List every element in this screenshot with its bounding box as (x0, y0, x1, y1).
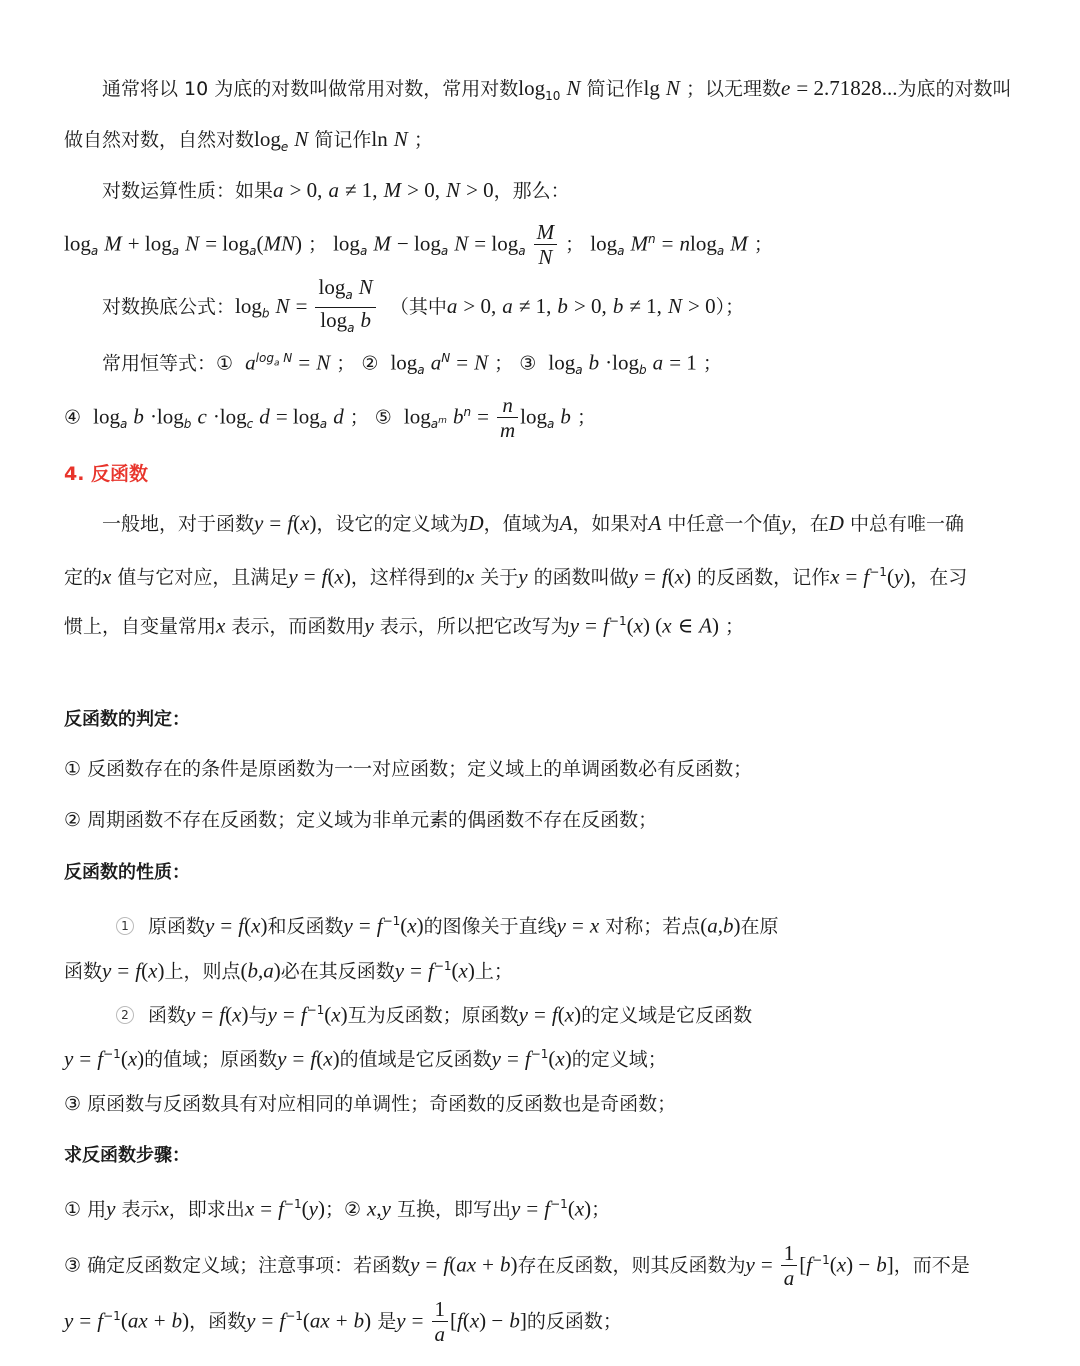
text: ； (413, 129, 433, 151)
text: 通常将以 10 为底的对数叫做常用对数，常用对数 (102, 78, 519, 100)
text: ③ (519, 352, 537, 375)
steps-line2: ③ 确定反函数定义域；注意事项：若函数y = f(ax + b)存在反函数，则其反函数为y = $\frac{1}{a}$ $[f^{-1}(x) - b]$，而不是 (64, 1241, 970, 1291)
nature-heading: 反函数的性质： (64, 862, 190, 883)
text: 在原 (740, 915, 779, 938)
text: 互换，即写出 (397, 1198, 512, 1221)
common-log-paragraph-line2: 做自然对数，自然对数$\log_e N$ 简记作ln N ； (64, 127, 433, 154)
text: 的函数叫做 (533, 566, 629, 589)
judge-item-2: ② 周期函数不存在反函数；定义域为非单元素的偶函数不存在反函数； (64, 809, 658, 831)
text: 的定义域是它反函数 (581, 1004, 753, 1027)
text: 的反函数； (526, 1310, 622, 1333)
text: 中总有唯一确 (849, 513, 964, 535)
text: 函数 (64, 960, 103, 983)
definition-line3: 惯上，自变量常用x 表示，而函数用y 表示，所以把它改写为$y = f^{-1}(x)$ (x ∈ A) ； (64, 613, 745, 638)
text: 简记作 (314, 129, 372, 151)
text: ，那么： (493, 180, 570, 202)
number-badge: 2 (116, 1006, 134, 1024)
nature-item-2-line1: 2 函数y = f(x)与$y = f^{-1}(x)$互为反函数；原函数y = f(x)的定义域是它反函数 (116, 996, 752, 1029)
text: ，在习 (910, 566, 968, 589)
text: 对数换底公式： (102, 295, 236, 318)
text: ，而不是 (893, 1254, 970, 1277)
judge-heading: 反函数的判定： (64, 709, 190, 730)
text: 惯上，自变量常用 (64, 615, 217, 638)
log-properties-formulas: $\log_a M + \log_a N = \log_a(MN)$ ； $\log_a M - \log_a N = \log_a$ $\frac{M}{N}$ ； $\log_a M^n = nlog_a$ M ； (64, 220, 773, 270)
text: 值与它对应，且满足 (117, 566, 289, 589)
text: 存在反函数，则其反函数为 (517, 1254, 746, 1277)
text: ，在 (790, 513, 829, 535)
text: ④ (64, 406, 82, 429)
text: 函数 (148, 1004, 187, 1027)
text: ① 用 (64, 1198, 107, 1221)
nature-item-3: ③ 原函数与反函数具有对应相同的单调性；奇函数的反函数也是奇函数； (64, 1093, 677, 1115)
text: 上，则点 (164, 960, 241, 983)
steps-line3: $y = f^{-1}(ax + b)$，函数$y = f^{-1}(ax + b)$ 是y = $\frac{1}{a}$ [f(x) − b]的反函数； (64, 1297, 622, 1347)
text: （其中 (389, 295, 447, 318)
text: 互为反函数；原函数 (347, 1004, 519, 1027)
log-properties-condition: 对数运算性质：如果a > 0, a ≠ 1, M > 0, N > 0，那么： (102, 178, 570, 202)
judge-item-1: ① 反函数存在的条件是原函数为一一对应函数；定义域上的单调函数必有反函数； (64, 758, 753, 780)
text: ，设它的定义域为 (316, 513, 469, 535)
text: 做自然对数，自然对数 (64, 129, 255, 151)
text: 定的 (64, 566, 103, 589)
text: 对数运算性质：如果 (102, 180, 274, 202)
text: 上； (474, 960, 513, 983)
definition-line2: 定的x 值与它对应，且满足y = f(x)，这样得到的x 关于y 的函数叫做y = f(x) 的反函数，记作$x = f^{-1}(y)$，在习 (64, 564, 968, 589)
text: 为底的对数叫 (897, 78, 1012, 100)
text: ① (216, 352, 234, 375)
nature-item-2-line2: $y = f^{-1}(x)$的值域；原函数y = f(x)的值域是它反函数$y = f^{-1}(x)$的定义域； (64, 1046, 667, 1071)
text: ⑤ (374, 406, 392, 429)
text: ③ 确定反函数定义域；注意事项：若函数 (64, 1254, 411, 1277)
text: 是 (377, 1310, 397, 1333)
text: 表示，所以把它改写为 (379, 615, 570, 638)
steps-line1: ① 用y 表示x，即求出$x = f^{-1}(y)$；② x,y 互换，即写出$y = f^{-1}(x)$； (64, 1196, 611, 1221)
common-identities-line1: 常用恒等式：① $a^{log_a N} = N$ ； ② $\log_a a^N = N$ ； ③ $\log_a b \cdot\log_b$ a = 1 ； (102, 350, 722, 378)
text: 关于 (480, 566, 519, 589)
text: ，即求出 (168, 1198, 245, 1221)
text: 的值域是它反函数 (339, 1048, 492, 1071)
text: ； (591, 1198, 611, 1221)
steps-heading: 求反函数步骤： (64, 1145, 190, 1166)
definition-line1: 一般地，对于函数y = f(x)，设它的定义域为D，值域为A，如果对A 中任意一个值y，在D 中总有唯一确 (102, 511, 964, 535)
nature-item-1-line2: 函数y = f(x)上，则点(b,a)必在其反函数$y = f^{-1}(x)$上； (64, 958, 513, 983)
number-badge: 1 (116, 917, 134, 935)
text: 表示 (121, 1198, 160, 1221)
text: 的反函数，记作 (697, 566, 831, 589)
change-of-base-formula: 对数换底公式：$\log_b N$ = $\frac{\log_a N}{\log_a b}$ （其中a > 0, a ≠ 1, b > 0, b ≠ 1, N > 0）； (102, 275, 745, 335)
text: 表示，而函数用 (231, 615, 365, 638)
text: ，如果对 (572, 513, 649, 535)
common-identities-line2: ④ $\log_a b \cdot\log_b$ $c \cdot\log_c$ $d = \log_a d$ ； ⑤ $\log_{a^m} b^n$ = $\frac{n}{m}$ $\log_a b$ ； (64, 393, 596, 443)
text: ；② (324, 1198, 361, 1221)
text: ，这样得到的 (350, 566, 465, 589)
text: 和反函数 (267, 915, 344, 938)
section-heading-inverse-function: 4. 反函数 (64, 463, 149, 485)
text: 简记作 (586, 78, 644, 100)
text: 的值域；原函数 (144, 1048, 278, 1071)
text: ，值域为 (483, 513, 560, 535)
common-log-paragraph-line1: 通常将以 10 为底的对数叫做常用对数，常用对数$\log_{10} N$ 简记作lg N ；以无理数e = 2.71828...为底的对数叫 (102, 76, 1012, 103)
text: 常用恒等式： (102, 352, 217, 375)
text: 的图像关于直线 (423, 915, 557, 938)
text: 必在其反函数 (280, 960, 395, 983)
text: ② (361, 352, 379, 375)
text: 对称；若点 (605, 915, 701, 938)
text: 一般地，对于函数 (102, 513, 255, 535)
nature-item-1-line1: 1 原函数y = f(x)和反函数$y = f^{-1}(x)$的图像关于直线y = x 对称；若点(a,b)在原 (116, 907, 779, 940)
text: 原函数 (148, 915, 206, 938)
text: ）； (715, 295, 745, 318)
text: ；以无理数 (685, 78, 781, 100)
text: ，函数 (189, 1310, 247, 1333)
text: 中任意一个值 (667, 513, 782, 535)
text: 与 (248, 1004, 268, 1027)
text: ； (725, 615, 745, 638)
text: 的定义域； (571, 1048, 667, 1071)
